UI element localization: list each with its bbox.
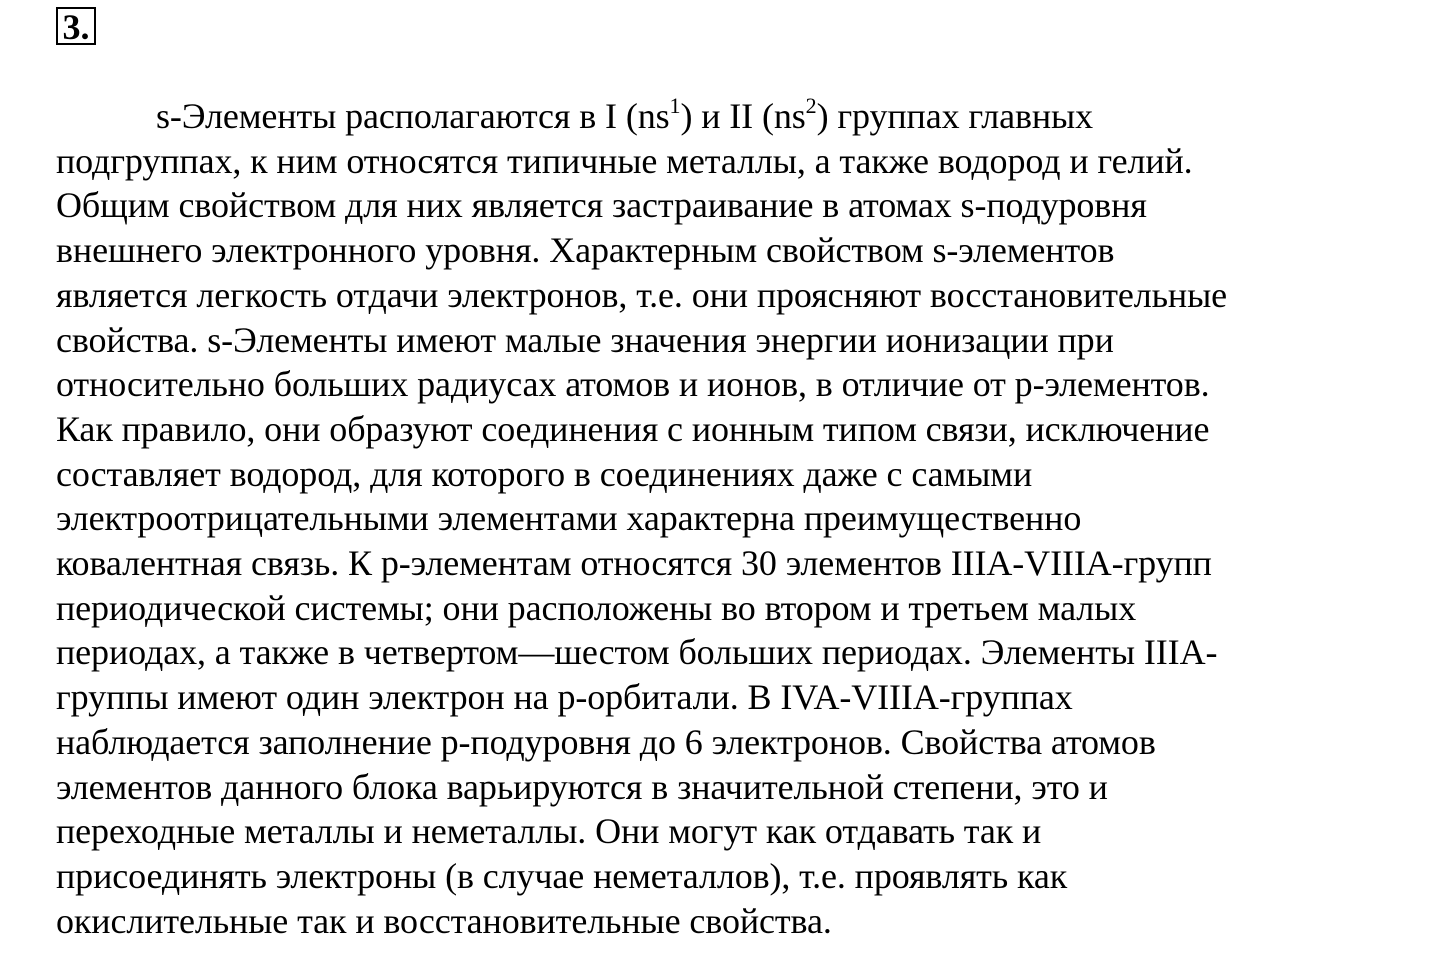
task-number-box: 3. <box>56 7 96 45</box>
paragraph-line: является легкость отдачи электронов, т.е. они проясняют восстановительные <box>56 274 1228 315</box>
paragraph-line: ковалентная связь. К p-элементам относятся 30 элементов IIIA-VIIIA-групп <box>56 543 1212 584</box>
paragraph-line: группы имеют один электрон на p-орбитали. В IVA-VIIIA-группах <box>56 677 1073 718</box>
paragraph-line: Общим свойством для них является застраивание в атомах s-подуровня <box>56 185 1147 226</box>
line-1-part-1: s-Элементы располагаются в I (ns <box>156 96 670 136</box>
paragraph-line: подгруппах, к ним относятся типичные металлы, а также водород и гелий. <box>56 140 1193 181</box>
paragraph-line: электроотрицательными элементами характерна преимущественно <box>56 498 1082 539</box>
paragraph-line: присоединять электроны (в случае неметаллов), т.е. проявлять как <box>56 855 1068 896</box>
paragraph-line: свойства. s-Элементы имеют малые значения энергии ионизации при <box>56 319 1114 360</box>
body-paragraph <box>56 94 1416 943</box>
paragraph-line: элементов данного блока варьируются в значительной степени, это и <box>56 766 1108 807</box>
superscript-1: 1 <box>669 93 681 118</box>
paragraph-line: периодической системы; они расположены во втором и третьем малых <box>56 587 1137 628</box>
paragraph-line: Как правило, они образуют соединения с ионным типом связи, исключение <box>56 408 1210 449</box>
paragraph-line: окислительные так и восстановительные свойства. <box>56 900 832 941</box>
paragraph-line: переходные металлы и неметаллы. Они могут как отдавать так и <box>56 811 1042 852</box>
line-1-part-2: ) и II (ns <box>680 96 806 136</box>
superscript-2: 2 <box>805 93 817 118</box>
paragraph-line: составляет водород, для которого в соединениях даже с самыми <box>56 453 1033 494</box>
paragraph-line: наблюдается заполнение p-подуровня до 6 электронов. Свойства атомов <box>56 721 1156 762</box>
line-1-part-3: ) группах главных <box>816 96 1093 136</box>
paragraph-line-1 <box>56 94 1416 139</box>
paragraph-line: периодах, а также в четвертом—шестом больших периодах. Элементы IIIA- <box>56 632 1218 673</box>
paragraph-line: внешнего электронного уровня. Характерным свойством s-элементов <box>56 230 1115 271</box>
paragraph-line: относительно больших радиусах атомов и ионов, в отличие от p-элементов. <box>56 364 1210 405</box>
